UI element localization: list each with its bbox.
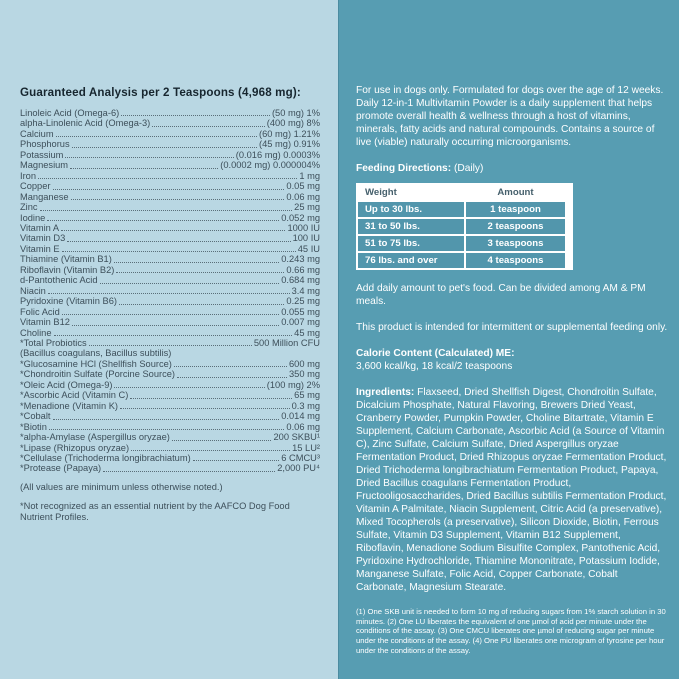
dotted-leader bbox=[49, 429, 285, 430]
nutrient-name: *Cobalt bbox=[20, 411, 51, 422]
table-header-amount: Amount bbox=[466, 185, 565, 200]
analysis-row bbox=[20, 286, 320, 296]
dotted-leader bbox=[120, 408, 290, 409]
nutrient-value: 350 mg bbox=[288, 369, 320, 380]
nutrient-name: *Glucosamine HCl (Shellfish Source) bbox=[20, 358, 172, 369]
dotted-leader bbox=[72, 147, 257, 148]
analysis-row bbox=[20, 254, 320, 264]
nutrient-name: Vitamin D3 bbox=[20, 233, 66, 244]
dotted-leader bbox=[152, 126, 265, 127]
analysis-row bbox=[20, 338, 320, 348]
dotted-leader bbox=[193, 460, 280, 461]
analysis-row bbox=[20, 129, 320, 139]
nutrient-value: 0.007 mg bbox=[281, 317, 320, 328]
dotted-leader bbox=[130, 398, 292, 399]
feeding-directions-table bbox=[356, 183, 573, 270]
weight-cell: 51 to 75 lbs. bbox=[358, 236, 464, 251]
analysis-row bbox=[20, 150, 320, 160]
nutrient-name: *Oleic Acid (Omega-9) bbox=[20, 379, 113, 390]
nutrient-name: *Chondroitin Sulfate (Porcine Source) bbox=[20, 369, 176, 380]
dotted-leader bbox=[172, 440, 272, 441]
nutrient-name: Linoleic Acid (Omega-6) bbox=[20, 108, 120, 118]
nutrient-name: Vitamin B12 bbox=[20, 317, 70, 328]
nutrient-value: 1 mg bbox=[299, 170, 320, 181]
nutrient-value: (100 mg) 2% bbox=[266, 379, 320, 390]
dotted-leader bbox=[103, 471, 275, 472]
nutrient-name: *Biotin bbox=[20, 421, 47, 432]
nutrient-name: Manganese bbox=[20, 191, 69, 202]
guaranteed-analysis-panel bbox=[0, 0, 338, 679]
dotted-leader bbox=[114, 262, 279, 263]
nutrient-name: (Bacillus coagulans, Bacillus subtilis) bbox=[20, 348, 172, 359]
weight-cell: Up to 30 lbs. bbox=[358, 202, 464, 217]
nutrient-value: (45 mg) 0.91% bbox=[259, 139, 320, 150]
analysis-row bbox=[20, 369, 320, 379]
nutrient-value: 0.66 mg bbox=[286, 264, 320, 275]
analysis-row bbox=[20, 233, 320, 243]
analysis-row bbox=[20, 244, 320, 254]
analysis-row bbox=[20, 296, 320, 306]
nutrient-name: *Cellulase (Trichoderma longibrachiatum) bbox=[20, 452, 191, 463]
nutrient-value: 0.052 mg bbox=[281, 212, 320, 223]
dotted-leader bbox=[62, 314, 279, 315]
intermittent-feeding-note: This product is intended for intermittent or supplemental feeding only. bbox=[356, 322, 668, 333]
nutrient-value: 0.055 mg bbox=[281, 306, 320, 317]
calorie-content-label: Calorie Content (Calculated) ME: bbox=[356, 348, 515, 359]
nutrient-name: Folic Acid bbox=[20, 306, 60, 317]
analysis-row bbox=[20, 390, 320, 400]
analysis-row bbox=[20, 139, 320, 149]
dotted-leader bbox=[71, 199, 285, 200]
table-header-weight: Weight bbox=[358, 185, 464, 200]
nutrient-name: Iron bbox=[20, 170, 37, 181]
directions-panel bbox=[338, 0, 679, 679]
nutrient-value: 15 LU² bbox=[292, 442, 320, 453]
usage-intro: For use in dogs only. Formulated for dogs over the age of 12 weeks. Daily 12-in-1 Multivitamin Powder is a daily supplement that helps promote overall health & wellness through a host of vitamins, minerals, fatty acids and natural compounds. Contains a source of live (viable) naturally occurring microorganisms. bbox=[356, 85, 664, 148]
nutrient-value: 100 IU bbox=[292, 233, 320, 244]
dotted-leader bbox=[131, 450, 290, 451]
dotted-leader bbox=[53, 189, 285, 190]
nutrient-value: 0.06 mg bbox=[286, 421, 320, 432]
dotted-leader bbox=[114, 387, 264, 388]
dotted-leader bbox=[47, 220, 279, 221]
dotted-leader bbox=[116, 272, 284, 273]
nutrient-value: 0.014 mg bbox=[281, 411, 320, 422]
analysis-row bbox=[20, 202, 320, 212]
analysis-row bbox=[20, 213, 320, 223]
nutrient-value: 2,000 PU⁴ bbox=[277, 463, 320, 474]
analysis-row bbox=[20, 359, 320, 369]
nutrient-value: 65 mg bbox=[294, 390, 320, 401]
analysis-row bbox=[20, 223, 320, 233]
calorie-content-value: 3,600 kcal/kg, 18 kcal/2 teaspoons bbox=[356, 361, 513, 372]
minimum-values-note: (All values are minimum unless otherwise noted.) bbox=[20, 481, 223, 492]
dotted-leader bbox=[70, 168, 218, 169]
analysis-row bbox=[20, 275, 320, 285]
nutrient-value: 600 mg bbox=[288, 358, 320, 369]
analysis-row bbox=[20, 118, 320, 128]
nutrient-value: (0.016 mg) 0.0003% bbox=[235, 149, 320, 160]
nutrient-name: *Ascorbic Acid (Vitamin C) bbox=[20, 390, 129, 401]
feeding-directions-label: Feeding Directions: bbox=[356, 163, 452, 174]
feeding-directions-suffix: (Daily) bbox=[451, 163, 484, 174]
analysis-row bbox=[20, 401, 320, 411]
analysis-row bbox=[20, 380, 320, 390]
nutrient-name: Iodine bbox=[20, 212, 46, 223]
dotted-leader bbox=[121, 115, 270, 116]
nutrient-value: (400 mg) 8% bbox=[266, 118, 320, 129]
nutrient-value: 500 Million CFU bbox=[253, 337, 320, 348]
amount-cell: 3 teaspoons bbox=[466, 236, 565, 251]
dotted-leader bbox=[65, 157, 233, 158]
analysis-row bbox=[20, 160, 320, 170]
dotted-leader bbox=[89, 345, 252, 346]
analysis-row bbox=[20, 307, 320, 317]
dotted-leader bbox=[56, 136, 257, 137]
nutrient-name: Magnesium bbox=[20, 160, 69, 171]
nutrient-name: Calcium bbox=[20, 128, 54, 139]
analysis-row bbox=[20, 443, 320, 453]
analysis-row bbox=[20, 317, 320, 327]
nutrient-name: *Lipase (Rhizopus oryzae) bbox=[20, 442, 130, 453]
nutrient-name: alpha-Linolenic Acid (Omega-3) bbox=[20, 118, 151, 129]
analysis-row bbox=[20, 265, 320, 275]
nutrient-value: 0.684 mg bbox=[281, 275, 320, 286]
nutrient-value: (0.0002 mg) 0.000004% bbox=[220, 160, 320, 171]
analysis-row bbox=[20, 181, 320, 191]
nutrient-value: 0.243 mg bbox=[281, 254, 320, 265]
weight-cell: 76 lbs. and over bbox=[358, 253, 464, 268]
nutrient-value: (60 mg) 1.21% bbox=[259, 128, 320, 139]
nutrient-value: 0.25 mg bbox=[286, 296, 320, 307]
analysis-row bbox=[20, 463, 320, 473]
nutrient-name: Vitamin E bbox=[20, 243, 60, 254]
analysis-row bbox=[20, 432, 320, 442]
nutrient-value: 200 SKBU¹ bbox=[273, 432, 320, 443]
nutrient-name: Vitamin A bbox=[20, 222, 60, 233]
nutrient-value: 1000 IU bbox=[287, 222, 320, 233]
nutrient-name: Copper bbox=[20, 181, 51, 192]
analysis-row bbox=[20, 348, 320, 358]
ingredients-paragraph bbox=[356, 386, 668, 594]
dotted-leader bbox=[48, 293, 290, 294]
add-daily-note: Add daily amount to pet's food. Can be divided among AM & PM meals. bbox=[356, 283, 646, 307]
nutrient-name: *Menadione (Vitamin K) bbox=[20, 400, 119, 411]
analysis-row bbox=[20, 411, 320, 421]
nutrient-value: 3.4 mg bbox=[291, 285, 320, 296]
nutrient-value: 0.05 mg bbox=[286, 181, 320, 192]
nutrient-name: *alpha-Amylase (Aspergillus oryzae) bbox=[20, 432, 170, 443]
dotted-leader bbox=[67, 241, 290, 242]
nutrient-value: 45 IU bbox=[297, 243, 320, 254]
analysis-row bbox=[20, 328, 320, 338]
feeding-directions-heading bbox=[356, 162, 668, 175]
nutrient-name: Phosphorus bbox=[20, 139, 70, 150]
ingredients-text: Flaxseed, Dried Shellfish Digest, Chondroitin Sulfate, Dicalcium Phosphate, Natural Flavoring, Brewers Dried Yeast, Cranberry Powder, Pumpkin Powder, Choline Bitartrate, Vitamin E Supplement, Calcium Carbonate, Ascorbic Acid (a Source of Vitamin C), Zinc Sulfate, Calcium Sulfate, Dried Aspergillus oryzae Fermentation Product, Dried Rhizopus oryzae Fermentation Product, Dried Trichoderma longibrachiatum Fermentation Product, Papaya, Dried Bacillus coagulans Fermentation Product, Fructooligosaccharides, Dried Bacillus subtilis Fermentation Product, Vitamin A Palmitate, Niacin Supplement, Citric Acid (a preservative), Mixed Tocopherols (a preservative), Silicon Dioxide, Biotin, Ferrous Sulfate, Vitamin D3 Supplement, Vitamin B12 Supplement, Riboflavin, Menadione Sodium Bisulfite Complex, Pantothenic Acid, Pyridoxine Hydrochloride, Thiamine Mononitrate, Potassium Iodide, Manganese Sulfate, Folic Acid, Copper Carbonate, Cobalt Carbonate, Magnesium Stearate. bbox=[356, 387, 667, 593]
nutrient-value: (50 mg) 1% bbox=[271, 108, 320, 118]
analysis-row bbox=[20, 453, 320, 463]
amount-cell: 2 teaspoons bbox=[466, 219, 565, 234]
amount-cell: 4 teaspoons bbox=[466, 253, 565, 268]
analysis-row bbox=[20, 108, 320, 118]
nutrient-name: d-Pantothenic Acid bbox=[20, 275, 98, 286]
nutrient-name: Thiamine (Vitamin B1) bbox=[20, 254, 112, 265]
aafco-footnote: *Not recognized as an essential nutrient by the AAFCO Dog Food Nutrient Profiles. bbox=[20, 500, 290, 522]
nutrient-name: Riboflavin (Vitamin B2) bbox=[20, 264, 115, 275]
nutrient-name: *Protease (Papaya) bbox=[20, 463, 102, 474]
nutrient-name: *Total Probiotics bbox=[20, 337, 87, 348]
analysis-list bbox=[20, 108, 320, 474]
dotted-leader bbox=[53, 419, 280, 420]
nutrient-name: Potassium bbox=[20, 149, 64, 160]
dotted-leader bbox=[100, 283, 280, 284]
dotted-leader bbox=[177, 377, 287, 378]
dotted-leader bbox=[174, 366, 287, 367]
weight-cell: 31 to 50 lbs. bbox=[358, 219, 464, 234]
analysis-row bbox=[20, 171, 320, 181]
nutrient-value: 45 mg bbox=[294, 327, 320, 338]
dotted-leader bbox=[54, 335, 293, 336]
dotted-leader bbox=[61, 230, 285, 231]
nutrient-name: Zinc bbox=[20, 202, 38, 213]
analysis-row bbox=[20, 422, 320, 432]
nutrient-value: 0.3 mg bbox=[291, 400, 320, 411]
nutrient-value: 25 mg bbox=[294, 202, 320, 213]
dotted-leader bbox=[119, 304, 284, 305]
dotted-leader bbox=[38, 178, 297, 179]
amount-cell: 1 teaspoon bbox=[466, 202, 565, 217]
dotted-leader bbox=[62, 251, 296, 252]
nutrient-name: Choline bbox=[20, 327, 52, 338]
ingredients-label: Ingredients: bbox=[356, 387, 415, 398]
nutrient-value: 0.06 mg bbox=[286, 191, 320, 202]
nutrient-name: Niacin bbox=[20, 285, 46, 296]
dotted-leader bbox=[72, 325, 279, 326]
enzyme-unit-footnotes: (1) One SKB unit is needed to form 10 mg of reducing sugars from 1% starch solution in 30 minutes. (2) One LU liberates the equivalent of one µmol of acid per minute under the conditions of the assay. (3) One CMCU liberates one µmol of reducing sugar per minute under the conditions of the assay. (4) One PU liberates one microgram of tyrosine per hour under the conditions of the assay. bbox=[356, 607, 666, 655]
nutrient-value: 6 CMCU³ bbox=[281, 452, 320, 463]
analysis-row bbox=[20, 192, 320, 202]
guaranteed-analysis-title: Guaranteed Analysis per 2 Teaspoons (4,968 mg): bbox=[20, 86, 301, 99]
nutrient-name: Pyridoxine (Vitamin B6) bbox=[20, 296, 117, 307]
dotted-leader bbox=[40, 210, 293, 211]
